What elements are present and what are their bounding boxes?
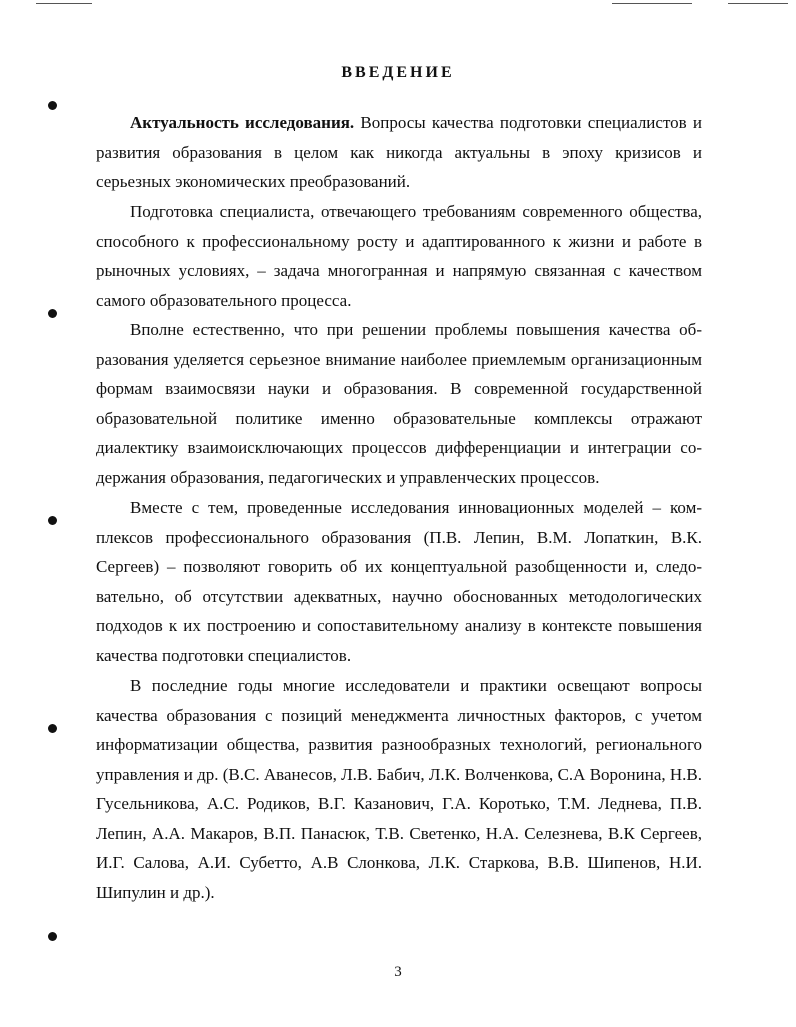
page-number: 3 [394,964,402,980]
paragraph-lead: Актуальность исследования. [130,113,355,132]
scan-artifact-line [36,3,92,4]
paragraph-5: В последние годы многие исследователи и практики освещают вопросы качества образования с позиций менеджмента личностных факторов, с учетом информатизации общества, развития разнообразных технологий, регионального управления и др. (В.С. Аванесов, Л.В. Бабич, Л.К. Волченкова, С.А Воронина, Н.В. Гусельникова, А.С. Родиков, В.Г. Казанович, Г.А. Коротько, Т.М. Леднева, П.В. Лепин, А.А. Макаров, В.П. Панасюк, Т.В. Светенко, Н.А. Селезнева, В.К Сергеев, И.Г. Салова, А.И. Субетто, А.В Слонкова, Л.К. Старкова, В.В. Шипенов, Н.И. Шипулин и др.). [96,676,702,902]
binding-hole-mark [48,724,57,733]
paragraph-2: Подготовка специалиста, отвечающего требованиям современного общества, способного к профессиональному росту и адаптированного к жизни и работе в рыночных условиях, – задача многогранная и напрямую связанная с качеством самого образовательного процесса. [96,202,702,310]
paragraph-3: Вполне естественно, что при решении проблемы повышения качества образования уделяется серьезное внимание наиболее приемлемым организационным формам взаимосвязи науки и образования. В современной государственной образовательной политике именно образовательные комплексы отражают диалектику взаимоисключающих процессов дифференциации и интеграции содержания образования, педагогических и управленческих процессов. [96,320,702,487]
binding-hole-mark [48,516,57,525]
paragraph-1 [96,108,702,197]
scan-artifact-line [728,3,788,4]
section-heading: ВВЕДЕНИЕ [341,64,455,81]
paragraph-4: Вместе с тем, проведенные исследования инновационных моделей – комплексов профессионального образования (П.В. Лепин, В.М. Лопаткин, В.К. Сергеев) – позволяют говорить об их концептуальной разобщенности и, следовательно, об отсутствии адекватных, научно обоснованных методологических подходов к их построению и сопоставительному анализу в контексте повышения качества подготовки специалистов. [96,498,702,665]
binding-hole-mark [48,932,57,941]
paragraph-text: Вопросы качества подготовки специалистов и развития образования в целом как никогда актуальны в эпоху кризисов и серьезных экономических преобразований. [96,113,702,191]
binding-hole-mark [48,101,57,110]
binding-hole-mark [48,309,57,318]
scan-artifact-line [612,3,692,4]
